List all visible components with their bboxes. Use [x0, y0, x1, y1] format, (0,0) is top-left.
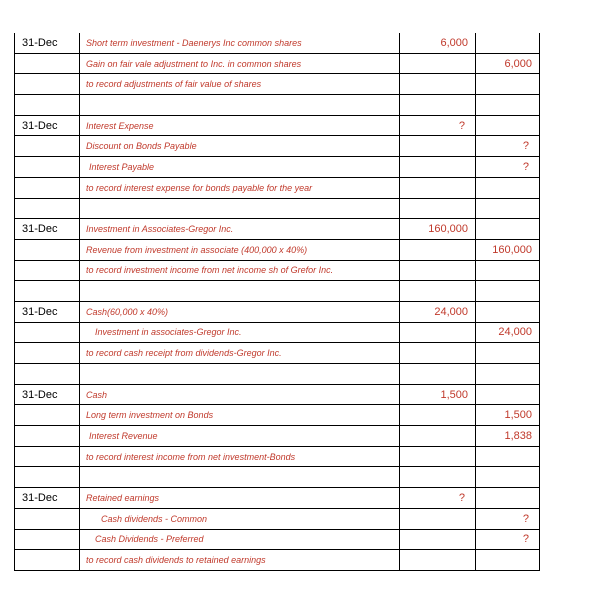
credit-amount — [476, 488, 540, 509]
entry-date: 31-Dec — [15, 115, 80, 136]
credit-amount — [476, 219, 540, 240]
entry-memo: to record cash receipt from dividends-Gregor Inc. — [80, 343, 400, 364]
account-description: Gain on fair vale adjustment to Inc. in common shares — [80, 53, 400, 74]
account-description: Short term investment - Daenerys Inc common shares — [80, 33, 400, 53]
credit-amount: 160,000 — [476, 239, 540, 260]
spacer-row — [15, 467, 540, 488]
credit-amount — [476, 384, 540, 405]
entry-date: 31-Dec — [15, 301, 80, 322]
account-description: Cash Dividends - Preferred — [80, 529, 400, 550]
table-row — [15, 74, 540, 95]
spacer-row — [15, 95, 540, 116]
entry-memo: to record interest income from net investment-Bonds — [80, 446, 400, 467]
debit-amount: 6,000 — [400, 33, 476, 53]
debit-amount: ? — [400, 115, 476, 136]
debit-amount — [400, 322, 476, 343]
account-description: Investment in associates-Gregor Inc. — [80, 322, 400, 343]
table-row — [15, 301, 540, 322]
table-row — [15, 115, 540, 136]
table-row — [15, 260, 540, 281]
entry-date: 31-Dec — [15, 384, 80, 405]
debit-amount: ? — [400, 488, 476, 509]
table-row — [15, 177, 540, 198]
account-description: Revenue from investment in associate (400,000 x 40%) — [80, 239, 400, 260]
account-description: Interest Expense — [80, 115, 400, 136]
account-description: Retained earnings — [80, 488, 400, 509]
debit-amount — [400, 529, 476, 550]
debit-amount: 24,000 — [400, 301, 476, 322]
credit-amount: ? — [476, 508, 540, 529]
account-description: Cash(60,000 x 40%) — [80, 301, 400, 322]
credit-amount: ? — [476, 529, 540, 550]
table-row — [15, 157, 540, 178]
account-description: Interest Revenue — [80, 426, 400, 447]
credit-amount — [476, 115, 540, 136]
account-description: Cash dividends - Common — [80, 508, 400, 529]
table-row — [15, 53, 540, 74]
credit-amount: 1,838 — [476, 426, 540, 447]
table-row — [15, 550, 540, 571]
table-row — [15, 239, 540, 260]
table-row — [15, 33, 540, 53]
table-row — [15, 488, 540, 509]
journal-table — [14, 33, 540, 571]
entry-date: 31-Dec — [15, 219, 80, 240]
entry-memo: to record adjustments of fair value of shares — [80, 74, 400, 95]
debit-amount: 160,000 — [400, 219, 476, 240]
account-description: Long term investment on Bonds — [80, 405, 400, 426]
table-row — [15, 508, 540, 529]
debit-amount — [400, 405, 476, 426]
credit-amount: ? — [476, 136, 540, 157]
credit-amount — [476, 33, 540, 53]
credit-amount: 24,000 — [476, 322, 540, 343]
debit-amount — [400, 426, 476, 447]
credit-amount: 1,500 — [476, 405, 540, 426]
entry-date: 31-Dec — [15, 488, 80, 509]
debit-amount — [400, 157, 476, 178]
account-description: Investment in Associates-Gregor Inc. — [80, 219, 400, 240]
account-description: Interest Payable — [80, 157, 400, 178]
entry-memo: to record interest expense for bonds payable for the year — [80, 177, 400, 198]
table-row — [15, 405, 540, 426]
debit-amount — [400, 239, 476, 260]
table-row — [15, 322, 540, 343]
table-row — [15, 219, 540, 240]
table-row — [15, 343, 540, 364]
table-row — [15, 384, 540, 405]
entry-date: 31-Dec — [15, 33, 80, 53]
entry-memo: to record cash dividends to retained earnings — [80, 550, 400, 571]
credit-amount: ? — [476, 157, 540, 178]
debit-amount: 1,500 — [400, 384, 476, 405]
spacer-row — [15, 198, 540, 219]
spacer-row — [15, 281, 540, 302]
account-description: Cash — [80, 384, 400, 405]
table-row — [15, 446, 540, 467]
table-row — [15, 426, 540, 447]
debit-amount — [400, 136, 476, 157]
debit-amount — [400, 508, 476, 529]
entry-memo: to record investment income from net income sh of Grefor Inc. — [80, 260, 400, 281]
spacer-row — [15, 364, 540, 385]
credit-amount — [476, 301, 540, 322]
credit-amount: 6,000 — [476, 53, 540, 74]
debit-amount — [400, 53, 476, 74]
table-row — [15, 529, 540, 550]
account-description: Discount on Bonds Payable — [80, 136, 400, 157]
table-row — [15, 136, 540, 157]
